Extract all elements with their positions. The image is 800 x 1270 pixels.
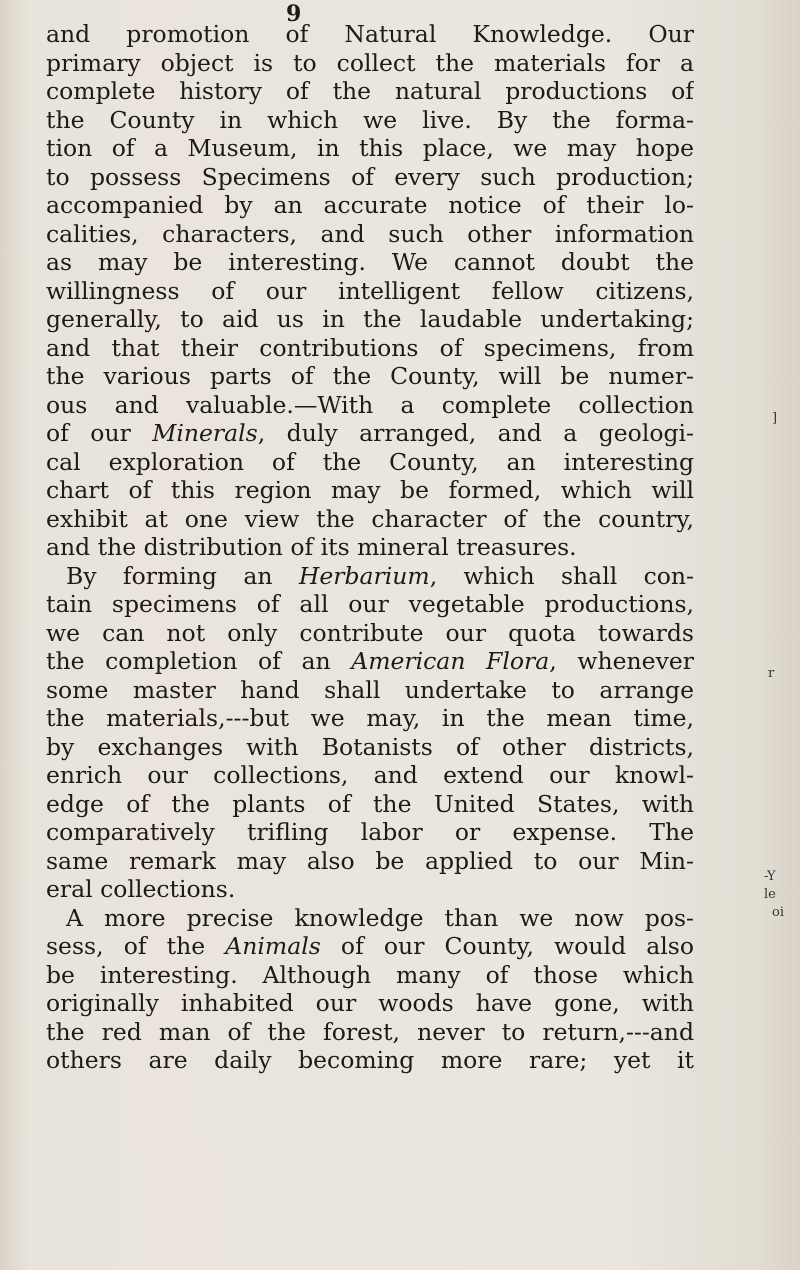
text-line: generally, to aid us in the laudable undertaking;: [46, 305, 694, 333]
text-line: enrich our collections, and extend our knowl-: [46, 761, 694, 789]
text-line: By forming an Herbarium, which shall con-: [66, 561, 694, 590]
page-number: 9: [286, 1, 302, 27]
text-line: cal exploration of the County, an interesting: [46, 447, 694, 476]
text-line: exhibit at one view the character of the country,: [46, 504, 694, 533]
italic-term: Minerals: [152, 419, 258, 447]
text-line: the red man of the forest, never to return,---and: [46, 1017, 694, 1046]
text-line: the completion of an American Flora, whenever: [46, 647, 694, 675]
text-line: by exchanges with Botanists of other districts,: [46, 732, 694, 761]
italic-term: Animals: [225, 932, 321, 960]
text-line: sess, of the Animals of our County, would also: [46, 932, 694, 960]
body-text: [46, 20, 694, 1075]
text-line: willingness of our intelligent fellow citizens,: [46, 276, 694, 305]
text-line: accompanied by an accurate notice of their lo-: [46, 191, 694, 219]
text-line: the County in which we live. By the forma-: [46, 105, 694, 134]
text-line: be interesting. Although many of those which: [46, 960, 694, 989]
text-line: the materials,---but we may, in the mean time,: [46, 704, 694, 732]
text-line: others are daily becoming more rare; yet it: [46, 1046, 694, 1074]
text-line: comparatively trifling labor or expense. The: [46, 818, 694, 846]
margin-mark: oi: [772, 905, 784, 920]
facing-page-margin: [760, 0, 800, 1270]
text-line: of our Minerals, duly arranged, and a geologi-: [46, 419, 694, 447]
italic-term: Herbarium: [298, 561, 430, 590]
margin-mark: -Y: [764, 869, 776, 884]
text-line: eral collections.: [46, 875, 236, 903]
text-line: as may be interesting. We cannot doubt the: [46, 248, 694, 276]
text-line: calities, characters, and such other information: [46, 219, 694, 248]
text-line: the various parts of the County, will be numer-: [46, 362, 694, 390]
text-line: edge of the plants of the United States, with: [46, 789, 694, 818]
text-line: tain specimens of all our vegetable productions,: [46, 590, 694, 618]
text-line: ous and valuable.—With a complete collection: [46, 390, 694, 419]
text-line: and that their contributions of specimens, from: [46, 333, 694, 362]
margin-mark: ]: [772, 411, 778, 426]
text-line: primary object is to collect the materials for a: [46, 48, 694, 77]
text-line: originally inhabited our woods have gone, with: [46, 989, 694, 1017]
text-line: and promotion of Natural Knowledge. Our: [46, 20, 694, 48]
italic-term: American Flora: [351, 647, 550, 675]
text-line: we can not only contribute our quota towards: [46, 618, 694, 647]
margin-mark: le: [764, 887, 776, 902]
text-line: to possess Specimens of every such production;: [46, 162, 694, 191]
text-line: and the distribution of its mineral treasures.: [46, 533, 577, 561]
text-line: chart of this region may be formed, which will: [46, 476, 694, 504]
margin-mark: r: [768, 666, 775, 681]
text-line: complete history of the natural productions of: [46, 77, 694, 105]
text-line: some master hand shall undertake to arrange: [46, 675, 694, 704]
text-line: tion of a Museum, in this place, we may hope: [46, 134, 694, 162]
text-line: A more precise knowledge than we now pos-: [66, 903, 694, 932]
text-line: same remark may also be applied to our Min-: [46, 846, 694, 875]
